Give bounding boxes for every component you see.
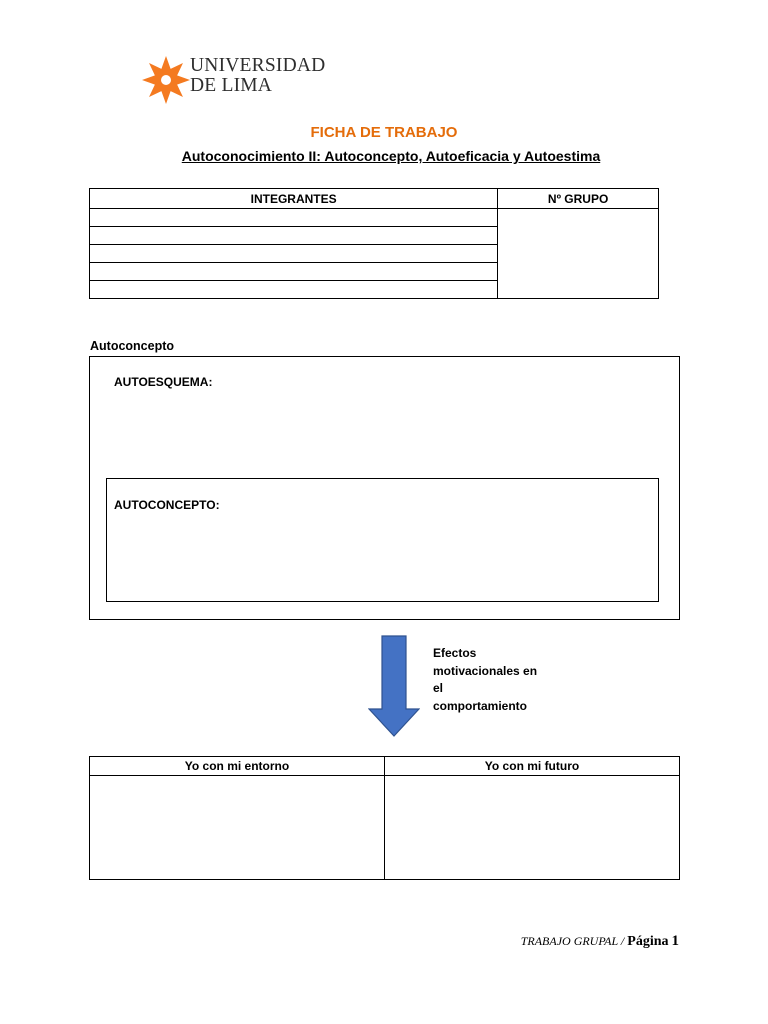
- page-title: FICHA DE TRABAJO: [310, 124, 458, 141]
- entorno-header: Yo con mi entorno: [90, 757, 385, 776]
- down-arrow-icon: [368, 635, 420, 737]
- footer-label: TRABAJO GRUPAL /: [520, 934, 625, 948]
- logo-line-2: DE LIMA: [190, 75, 273, 96]
- arrow-note-line-2: motivacionales en: [433, 663, 538, 678]
- logo-wordmark: [190, 56, 330, 96]
- arrow-note: [433, 645, 553, 715]
- entorno-cell[interactable]: [90, 776, 385, 880]
- member-row[interactable]: [90, 263, 498, 281]
- arrow-note-line-4: comportamiento: [433, 698, 528, 713]
- section-label: Autoconcepto: [90, 339, 175, 353]
- integrantes-header: INTEGRANTES: [90, 189, 498, 209]
- member-row[interactable]: [90, 209, 498, 227]
- logo-line-1: UNIVERSIDAD: [190, 55, 326, 76]
- futuro-cell[interactable]: [385, 776, 680, 880]
- arrow-note-line-3: el: [433, 681, 444, 695]
- star-emblem-icon: [138, 52, 194, 108]
- futuro-header: Yo con mi futuro: [385, 757, 680, 776]
- autoconcepto-label: AUTOCONCEPTO:: [114, 498, 220, 512]
- autoconcepto-box[interactable]: [106, 478, 659, 602]
- group-number-cell[interactable]: [498, 209, 659, 299]
- yo-table: [89, 756, 680, 880]
- autoesquema-label: AUTOESQUEMA:: [114, 375, 213, 389]
- member-row[interactable]: [90, 227, 498, 245]
- page-subtitle: Autoconocimiento II: Autoconcepto, Autoeficacia y Autoestima: [181, 148, 601, 164]
- grupo-header: Nº GRUPO: [498, 189, 659, 209]
- arrow-note-line-1: Efectos: [433, 646, 477, 660]
- footer-page-number: 1: [671, 933, 679, 949]
- member-row[interactable]: [90, 245, 498, 263]
- page-footer: [480, 933, 679, 950]
- footer-page-word: Página: [627, 934, 669, 949]
- member-row[interactable]: [90, 281, 498, 299]
- members-table: [89, 188, 659, 299]
